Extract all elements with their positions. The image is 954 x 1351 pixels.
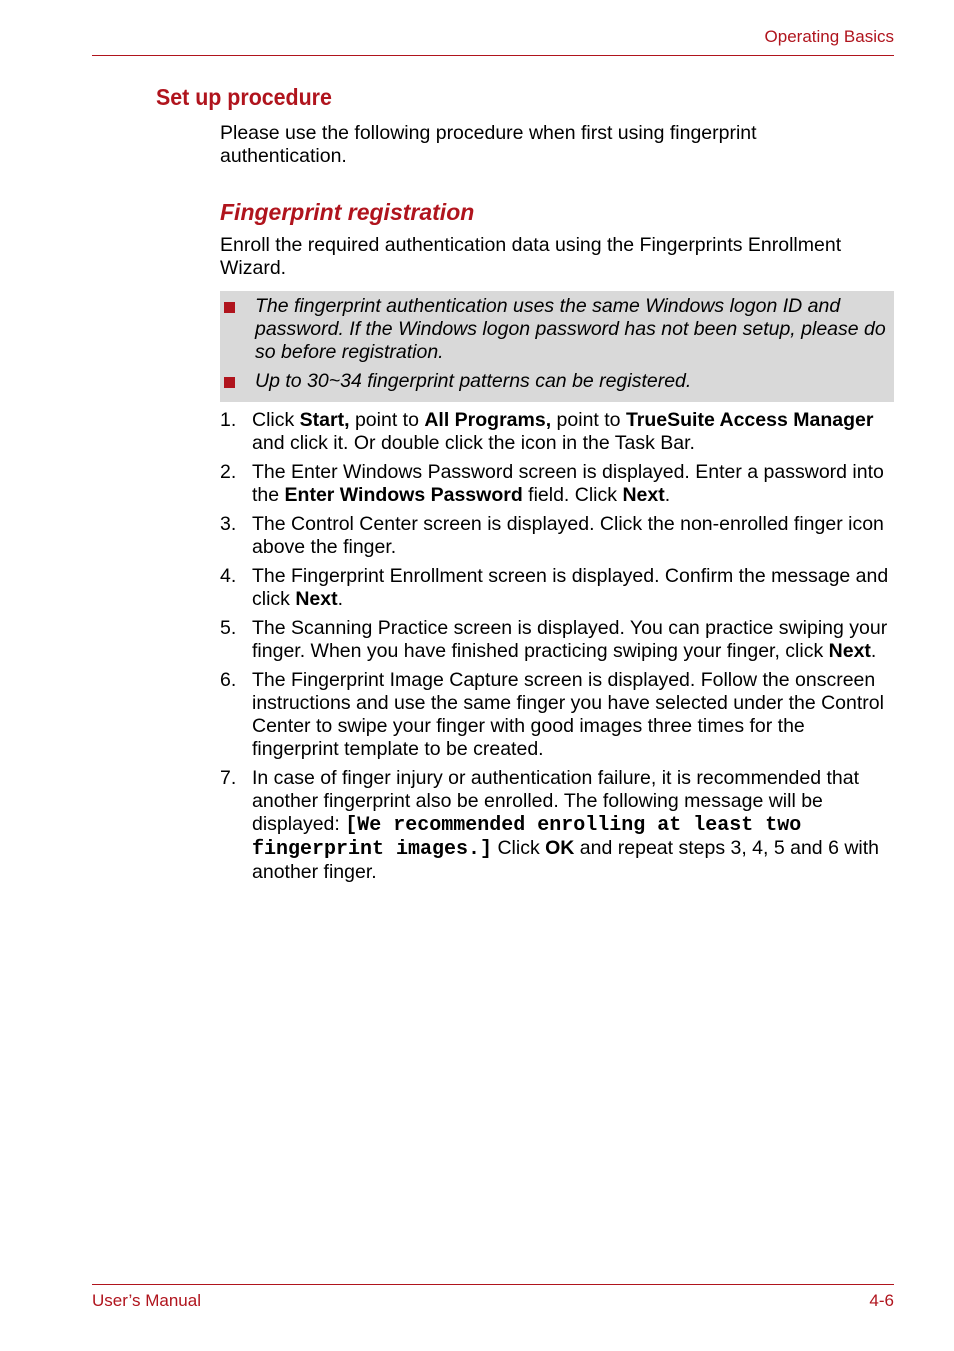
step-emphasis: Start, [299, 409, 350, 431]
step-text: and repeat steps 3, 4, 5 and 6 with another finger. [252, 837, 880, 883]
step-text: In case of finger injury or authentication failure, it is recommended that another fingerprint also be enrolled. The following message will be displayed: [252, 767, 859, 835]
running-header: Operating Basics [764, 27, 894, 46]
step-emphasis: Next [828, 640, 871, 662]
step-7 [220, 767, 894, 884]
step-number: 2. [220, 461, 237, 483]
step-emphasis: Next [295, 588, 338, 610]
subsection-intro: Enroll the required authentication data using the Fingerprints Enrollment Wizard. [220, 234, 842, 279]
note-text: The fingerprint authentication uses the same Windows logon ID and password. If the Windows logon password has not been setup, please do so before registration. [255, 295, 886, 363]
step-text: field. Click [522, 484, 623, 506]
step-number: 7. [220, 767, 237, 789]
step-text: Click [252, 409, 300, 431]
step-number: 3. [220, 513, 237, 535]
step-text: . [870, 640, 877, 662]
step-emphasis: OK [545, 837, 575, 859]
page-number: 4-6 [869, 1291, 894, 1310]
step-number: 1. [220, 409, 237, 431]
step-text: point to [349, 409, 425, 431]
step-number: 5. [220, 617, 237, 639]
note-box [220, 291, 894, 402]
step-6 [220, 669, 894, 761]
step-emphasis: Next [622, 484, 665, 506]
header-rule [92, 55, 894, 56]
footer-manual-title: User’s Manual [92, 1291, 201, 1310]
section-intro: Please use the following procedure when first using fingerprint authentication. [220, 122, 757, 167]
step-4 [220, 565, 894, 611]
step-emphasis: Enter Windows Password [284, 484, 523, 506]
code-message: [We recommended enrolling at least two fingerprint images.] [252, 814, 802, 861]
step-text: The Fingerprint Image Capture screen is displayed. Follow the onscreen instructions and use the same finger you have selected under the Control Center to swipe your finger with good images three times for the fingerprint template to be created. [252, 669, 884, 760]
step-5 [220, 617, 894, 663]
note-text: Up to 30~34 fingerprint patterns can be registered. [255, 370, 692, 392]
step-3 [220, 513, 894, 559]
step-number: 6. [220, 669, 237, 691]
step-text: . [337, 588, 344, 610]
square-bullet-icon [224, 302, 235, 313]
step-emphasis: TrueSuite Access Manager [625, 409, 874, 431]
step-number: 4. [220, 565, 237, 587]
step-2 [220, 461, 894, 507]
step-text: point to [551, 409, 626, 431]
step-1 [220, 409, 894, 455]
square-bullet-icon [224, 377, 235, 388]
step-text: The Fingerprint Enrollment screen is displayed. Confirm the message and click [252, 565, 889, 610]
step-text: and click it. Or double click the icon in the Task Bar. [252, 432, 695, 454]
footer-rule [92, 1284, 894, 1285]
step-text: The Enter Windows Password screen is displayed. Enter a password into the [252, 461, 884, 506]
step-text: The Scanning Practice screen is displayed. You can practice swiping your finger. When you have finished practicing swiping your finger, click [252, 617, 888, 662]
procedure-steps [220, 409, 894, 890]
subsection-title: Fingerprint registration [220, 199, 475, 225]
step-emphasis: All Programs, [424, 409, 552, 431]
step-text: Click [492, 837, 546, 859]
step-text: . [664, 484, 671, 506]
section-title: Set up procedure [156, 84, 332, 110]
step-text: The Control Center screen is displayed. Click the non-enrolled finger icon above the finger. [252, 513, 884, 558]
